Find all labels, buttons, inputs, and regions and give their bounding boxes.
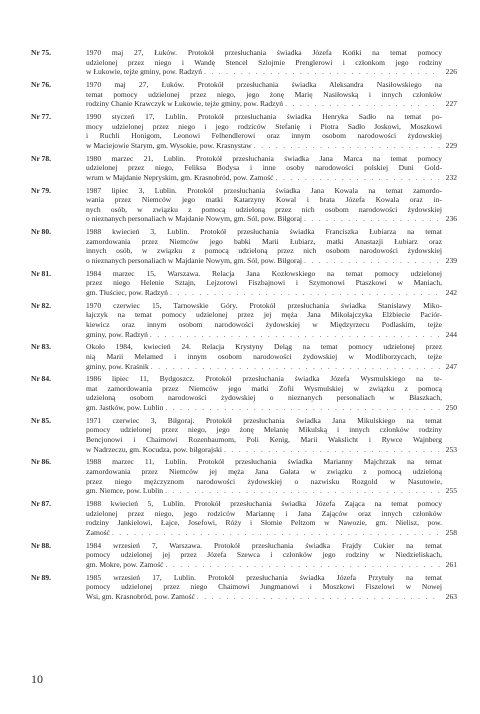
entry-text-line: nią Marii Melamed i innym osobom narodowości żydowskiej w Modliborzycach, tejże [86,351,442,361]
entry-page-number: 227 [445,99,457,109]
entry-last-line [86,67,457,77]
entry-number: Nr 88. [31,540,51,550]
dot-leader [165,486,440,496]
entry-last-line [86,287,457,298]
entry-text-line: udzieloną osobom narodowości żydowskiej o nieznanych personaliach w Błaszkach, [86,393,442,403]
dot-leader [165,560,440,570]
entry-last-line [86,559,457,570]
entry-text-line: mocy udzielonej przez niego i jego rodziców Stefanię i Piotra Sadło Joskowi, Moszkowi [86,121,442,131]
entry-text-line: rodziny Chanie Krawczyk w Łukowie, tejże gminy, pow. Radzyń [86,99,284,109]
entry-number: Nr 85. [31,415,51,425]
entry-last-line [86,99,457,109]
entry-text-line: gminy, pow. Kraśnik [86,361,149,371]
entry-last-line [86,172,457,183]
toc-entry [31,111,457,151]
entry-text-line: 1990 styczeń 17, Lublin. Protokół przesłuchania świadka Henryka Sadło na temat po- [86,111,442,121]
entry-page-number: 255 [445,486,457,496]
dot-leader [204,67,440,77]
entry-text-line: kiewicz oraz innym osobom narodowości żydowskiej w Międzyrzecu Podlaskim, tejże [86,319,442,329]
entry-last-line [86,140,457,151]
entry-last-line [86,361,457,372]
entry-page-number: 250 [445,403,457,413]
toc-entry [31,79,457,109]
entry-page-number: 244 [445,329,457,339]
entry-text-line: innych osób, w związku z pomocą udzieloną przez nich osobom narodowości żydowskiej [86,246,442,256]
entry-text-line: gm. Tłuściec, pow. Radzyń [86,287,168,297]
entry-text-line: 1971 czerwiec 3, Biłgoraj. Protokół przesłuchania świadka Jana Mikulskiego na temat [86,415,442,425]
entry-number: Nr 77. [31,111,51,121]
dot-leader [276,173,440,183]
entry-page-number: 261 [445,559,457,569]
entry-text-line: gm. Mokre, pow. Zamość [86,559,164,569]
entry-page-number: 247 [445,361,457,371]
entry-text-line: wania przez Niemców jego matki Katarzyny Kowal i brata Józefa Kowala oraz in- [86,195,442,205]
entry-text-line: przez niego Helenie Sztajn, Lejzorowi Fiszbajnowi i Szymonowi Ptaszkowi w Maniach, [86,278,442,288]
entry-number: Nr 78. [31,153,51,163]
dot-leader [285,99,440,109]
entry-number: Nr 82. [31,300,51,310]
entry-text-line: 1988 kwiecień 5, Lublin. Protokół przesłuchania świadka Józefa Zająca na temat pomocy [86,499,442,508]
entry-page-number: 236 [445,214,457,224]
entry-text-line: udzielonej przez niego, jego rodziców Mariannę i Jana Zająców oraz innych członków [86,508,442,518]
toc-entry [31,499,457,538]
dot-leader [197,592,440,602]
entry-page-number: 226 [445,67,457,77]
entry-text-line: 1980 marzec 21, Lublin. Protokół przesłuchania świadka Jana Marca na temat pomocy [86,153,442,163]
entry-text-line: 1970 czerwiec 15, Tarnowskie Góry. Protokół przesłuchania świadka Stanisławy Miko- [86,300,442,310]
entry-text-line: temat pomocy udzielonej przez niego, jego żonę Marię Nasiłowską i innych członków [86,89,442,99]
dot-leader [304,214,440,224]
entry-text-line: 1984 marzec 15, Warszawa. Relacja Jana Kozłowskiego na temat pomocy udzielonej [86,268,442,278]
entry-text-line: mat zamordowania przez Niemców jego matki Zofii Wysmulskiej w związku z pomocą [86,383,442,393]
entry-number: Nr 87. [31,499,51,508]
toc-entry [31,185,457,225]
toc-entry [31,415,457,455]
entry-number: Nr 79. [31,185,51,195]
entry-page-number: 229 [445,140,457,150]
entry-page-number: 253 [445,444,457,454]
entry-text-line: 1970 maj 27, Łuków. Protokół przesłuchania świadka Aleksandra Nasiłowskiego na [86,79,442,89]
toc-entry [31,374,457,413]
page-number: 10 [31,672,43,686]
entry-number: Nr 89. [31,572,51,582]
entry-page-number: 263 [445,591,457,601]
entry-text-line: udzielonej przez niego i Wandę Stencel Szlojmie Prenglerowi i członkom jego rodziny [86,57,442,67]
entry-number: Nr 80. [31,227,51,237]
entry-page-number: 242 [445,287,457,297]
entry-text-line: 1985 wrzesień 17, Lublin. Protokół przesłuchania świadka Józefa Przytuły na temat [86,572,442,582]
dot-leader [224,445,440,455]
entry-text-line: pomocy udzielonej przez niego, jego żonę Melanię Mikulską i innych członków rodziny [86,425,442,435]
toc-entry [31,268,457,298]
entry-text-line: pomocy udzielonej jej przez Józefa Szewca i członków jego rodziny w Niedzieliskach, [86,550,442,560]
entry-number: Nr 86. [31,457,51,467]
entry-number: Nr 81. [31,268,51,278]
entry-text-line: 1988 marzec 11, Lublin. Protokół przesłuchania świadka Marianny Majchrzak na temat [86,457,442,467]
entry-text-line: wrum w Majdanie Nepryskim, gm. Krasnobród, pow. Zamość [86,172,274,182]
entry-last-line [86,403,457,413]
entry-text-line: 1986 lipiec 11, Bydgoszcz. Protokół przesłuchania świadka Józefa Wysmulskiego na te- [86,374,442,384]
entry-text-line: Zamość [86,527,110,537]
entry-last-line [86,214,457,224]
entry-text-line: gm. Jastków, pow. Lublin [86,403,164,413]
entry-last-line [86,329,457,340]
entry-last-line [86,591,457,602]
entry-text-line: nych osób, w związku z pomocą udzieloną przez nich osobom narodowości żydowskiej [86,204,442,214]
entry-number: Nr 76. [31,79,51,89]
toc-entry [31,300,457,340]
entry-text-line: Około 1984, kwiecień 24. Relacja Krystyny Deląg na temat pomocy udzielonej przez [86,342,442,352]
entry-text-line: Wsi, gm. Krasnobród, pow. Zamość [86,591,195,601]
entry-number: Nr 84. [31,374,51,384]
entry-text-line: gminy, pow. Radzyń [86,329,148,339]
entry-last-line [86,444,457,455]
dot-leader [150,330,440,340]
entry-page-number: 239 [445,255,457,265]
entry-last-line [86,527,457,538]
entry-number: Nr 75. [31,48,51,57]
entry-text-line: przez niego mężczyznom narodowości żydowskiej o nazwisku Rozgold w Nasutowie, [86,476,442,486]
dot-leader [170,288,440,298]
entry-text-line: zamordowania przez Niemców jego babki Marii Łubiarz, matki Anastazji Łubiarz oraz [86,236,442,246]
toc-entry [31,457,457,496]
entry-page-number: 232 [445,172,457,182]
entry-last-line [86,255,457,266]
toc-entry [31,342,457,371]
entry-text-line: 1984 wrzesień 7, Warszawa. Protokół przesłuchania świadka Frajdy Cukier na temat [86,540,442,550]
toc-entry [31,540,457,570]
entry-text-line: i Ruchli Honigom, Leonowi Felhendlerowi oraz innym osobom narodowości żydowskiej [86,131,442,141]
entry-text-line: łajczyk na temat pomocy udzielonej przez jej męża Jana Mikołajczyka Elżbiecie Paciór- [86,310,442,320]
entry-text-line: gm. Niemce, pow. Lublin [86,486,164,496]
entry-text-line: w Nadrzeczu, gm. Kocudza, pow. biłgorajski [86,444,222,454]
entry-text-line: o nieznanych personaliach w Majdanie Nowym, gm. Sól, pow. Biłgoraj [86,255,303,265]
entry-text-line: pomocy udzielonej przez niego Chaimowi Jungmanowi i Moszkowi Fiszelowi w Nowej [86,582,442,592]
entry-text-line: o nieznanych personaliach w Majdanie Nowym, gm. Sól, pow. Biłgoraj [86,214,303,224]
entry-text-line: 1987 lipiec 3, Lublin. Protokół przesłuchania świadka Jana Kowala na temat zamordo- [86,185,442,195]
entry-page-number: 258 [445,527,457,537]
dot-leader [165,403,440,413]
entry-text-line: 1988 kwiecień 3, Lublin. Protokół przesłuchania świadka Franciszka Łubiarza na temat [86,227,442,237]
dot-leader [112,528,440,538]
table-of-contents [0,48,480,601]
entry-text-line: w Maciejowie Starym, gm. Wysokie, pow. Krasnystaw [86,140,252,150]
entry-text-line: 1970 maj 27, Łuków. Protokół przesłuchania świadka Józefa Końki na temat pomocy [86,48,442,57]
entry-number: Nr 83. [31,342,51,352]
entry-text-line: w Łukowie, tejże gminy, pow. Radzyń [86,67,202,77]
dot-leader [151,362,440,372]
entry-text-line: rodziny Jankielowi, Łajce, Josefowi, Róży i Słomie Peltzom w Nawozie, gm. Nielisz, pow. [86,518,442,528]
entry-last-line [86,486,457,496]
dot-leader [304,256,440,266]
toc-entry [31,572,457,602]
entry-text-line: udzielonej przez niego, Feliksa Bodysa i inne osoby narodowości polskiej Duni Gold- [86,163,442,173]
entry-text-line: Bencjonowi i Chaimowi Rozenbaumom, Poli Kenig, Marii Wakslicht i Rywce Wajnberg [86,435,442,445]
entry-text-line: zamordowania przez Niemców jej męża Jana Gałata w związku z pomocą udzieloną [86,467,442,477]
toc-entry [31,153,457,183]
toc-entry [31,227,457,266]
dot-leader [254,141,440,151]
toc-entry [31,48,457,77]
